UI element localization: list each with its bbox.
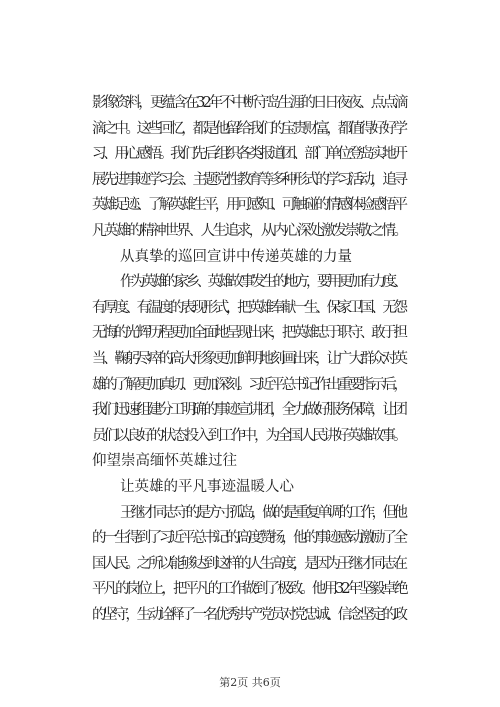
body-text — [92, 91, 408, 628]
text-line: 的坚守，生动诠释了一名优秀共产党员对党忠诚、信念坚定的政 — [92, 606, 405, 623]
text-line: 有厚度、有温度的表现形式，把英雄奉献一生、保家卫国、无怨 — [92, 299, 405, 316]
text-line: 仰望崇高缅怀英雄过往 — [92, 453, 237, 470]
text-line: 国人民。之所以能够达到这样的人生高度，是因为王继才同志在 — [92, 555, 405, 572]
text-line: 滴之中。这些回忆，都是他留给我们的宝贵财富，都值得好好学 — [92, 120, 405, 137]
text-line: 作为英雄的家乡、英雄故事发生的地方，要用更加有力度、 — [120, 274, 405, 291]
text-line: 员们以良好的状态投入到工作中，为全国人民讲好英雄故事。 — [92, 427, 405, 444]
text-line: 的一生得到了习近平总书记的高度赞扬，他的事迹感动激励了全 — [92, 530, 405, 547]
text-line: 影像资料，更蕴含在32年不中断守岛生涯的日日夜夜、点点滴 — [92, 95, 406, 111]
page-footer: 第2页 共6页 — [219, 676, 281, 689]
text-line: 让英雄的平凡事迹温暖人心 — [120, 478, 294, 495]
text-line: 展先进事迹学习会、主题党性教育等多种形式的学习活动，追寻 — [92, 171, 405, 188]
text-line: 当、鞠躬尽瘁的高大形象更加鲜明地刻画出来，让广大群众对英 — [92, 350, 405, 367]
text-line: 无悔的光辉历程更加全面地呈现出来，把英雄忠于职守、敢于担 — [92, 325, 405, 342]
text-line: 我们迅速组建分工明确的事迹宣讲团，全力做好服务保障，让团 — [92, 402, 405, 419]
text-line: 平凡的岗位上，把平凡的工作做到了极致。他用32年坚毅卓绝 — [92, 581, 406, 598]
text-line: 凡英雄的精神世界、人生追求，从内心深处激发崇敬之情。 — [92, 222, 406, 239]
text-line: 英雄足迹、了解英雄生平，用可感知、可触碰的情感体验感悟平 — [92, 197, 405, 214]
text-line: 习、用心感悟。我们先后组织各类报道团、部门单位登岛实地开 — [92, 146, 405, 163]
text-line: 从真挚的巡回宣讲中传递英雄的力量 — [120, 248, 352, 265]
text-line: 王继才同志守的是方寸孤岛，做的是重复单调的工作，但他 — [120, 504, 405, 521]
text-line: 雄的了解更加真切、更加深刻。习近平总书记作出重要指示后， — [92, 376, 405, 393]
